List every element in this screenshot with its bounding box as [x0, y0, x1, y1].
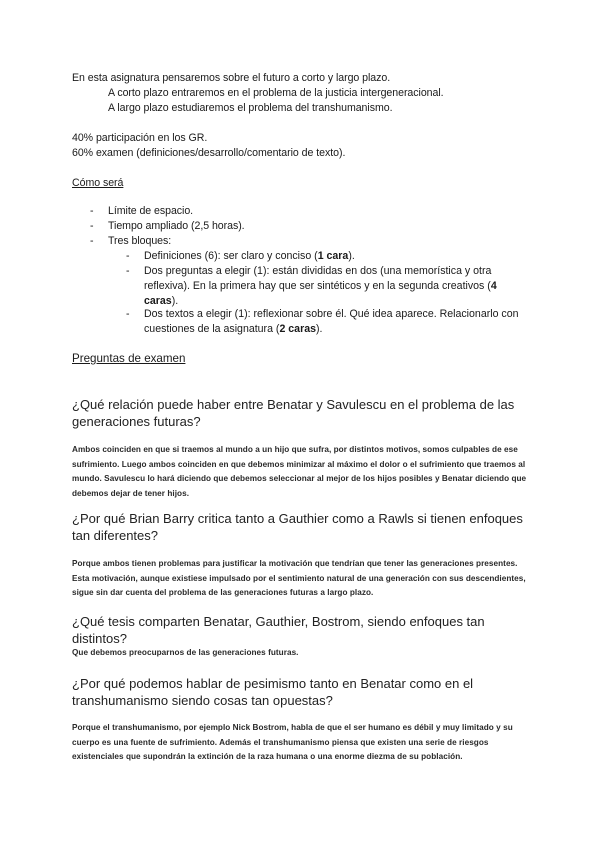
sub-bullet-2-text: Dos preguntas a elegir (1): están divididas en dos (una memorística y otra reflexiva). En la primera hay que ser sintéticos y en la segunda creativos (: [144, 265, 492, 292]
bullet-3: Tres bloques:: [108, 235, 172, 247]
grading-line-1: [72, 131, 207, 146]
intro-line-2: A corto plazo entraremos en el problema de la justicia intergeneracional.: [108, 87, 444, 99]
intro-line-1: En esta asignatura pensaremos sobre el futuro a corto y largo plazo.: [72, 72, 391, 84]
question-2: ¿Por qué Brian Barry critica tanto a Gauthier como a Rawls si tienen enfoques tan diferentes?: [72, 511, 523, 543]
bullet-dash: -: [90, 205, 94, 217]
answer-3: Que debemos preocuparnos de las generaciones futuras.: [72, 648, 299, 657]
sub-bullet-dash: -: [126, 308, 130, 320]
question-4: ¿Por qué podemos hablar de pesimismo tanto en Benatar como en el transhumanismo siendo cosas tan opuestas?: [72, 676, 474, 708]
question-1: ¿Qué relación puede haber entre Benatar y Savulescu en el problema de las generaciones futuras?: [72, 397, 515, 429]
sub-bullet-dash: -: [126, 265, 130, 277]
sub-bullet-3-text: Dos textos a elegir (1): reflexionar sobre él. Qué idea aparece. Relacionarlo con cuestiones de la asignatura (: [144, 308, 519, 335]
grading-line-2: [72, 146, 345, 161]
sub-bullet-3-end: ).: [315, 323, 323, 335]
bullet-dash: -: [90, 235, 94, 247]
grading-text-2: examen (definiciones/desarrollo/comentario de texto).: [93, 147, 346, 159]
como-sera-heading: Cómo será: [72, 177, 124, 189]
sub-bullet-2-end: ).: [171, 295, 179, 307]
answer-2: Porque ambos tienen problemas para justificar la motivación que tendrían que tener las generaciones presentes. Esta motivación, aunque existiese impulsado por el sentimiento natural de una generación con sus descendientes, sigue sin dar cuenta del problema de las generaciones futuras a largo plazo.: [72, 559, 526, 598]
sub-bullet-2-bold: 4 caras: [144, 280, 497, 307]
grading-pct-1: 40%: [72, 132, 94, 144]
bullet-1: Límite de espacio.: [108, 205, 194, 217]
intro-line-3: A largo plazo estudiaremos el problema del transhumanismo.: [108, 102, 393, 114]
sub-bullet-1-text: Definiciones (6): ser claro y conciso (: [144, 250, 318, 262]
sub-bullet-1-end: ).: [348, 250, 355, 262]
answer-1: Ambos coinciden en que si traemos al mundo a un hijo que sufra, por distintos motivos, somos culpables de ese sufrimiento. Luego ambos coinciden en que debemos minimizar al máximo el dolor o el sufrimiento que traemos al mundo. Savulescu lo hará diciendo que debemos seleccionar al mejor de los hijos posibles y Benatar diciendo que debemos dejar de tener hijos.: [72, 445, 527, 498]
sub-bullet-3-bold: 2 caras: [279, 323, 316, 335]
preguntas-heading: Preguntas de examen: [72, 352, 186, 365]
sub-bullet-2: [144, 264, 524, 309]
sub-bullet-dash: -: [126, 250, 130, 262]
sub-bullet-3: [144, 307, 524, 337]
bullet-2: Tiempo ampliado (2,5 horas).: [108, 220, 245, 232]
grading-text-1: participación en los GR.: [93, 132, 208, 144]
sub-bullet-1-bold: 1 cara: [317, 250, 349, 262]
grading-pct-2: 60%: [72, 147, 94, 159]
question-3: ¿Qué tesis comparten Benatar, Gauthier, Bostrom, siendo enfoques tan distintos?: [72, 614, 485, 646]
sub-bullet-1: [144, 249, 524, 264]
bullet-dash: -: [90, 220, 94, 232]
answer-4: Porque el transhumanismo, por ejemplo Nick Bostrom, habla de que el ser humano es débil y muy limitado y su cuerpo es una fuente de sufrimiento. Además el transhumanismo piensa que existen una serie de riesgos existenciales que supondrán la extinción de la raza humana o una enorme diezma de su población.: [72, 723, 513, 762]
